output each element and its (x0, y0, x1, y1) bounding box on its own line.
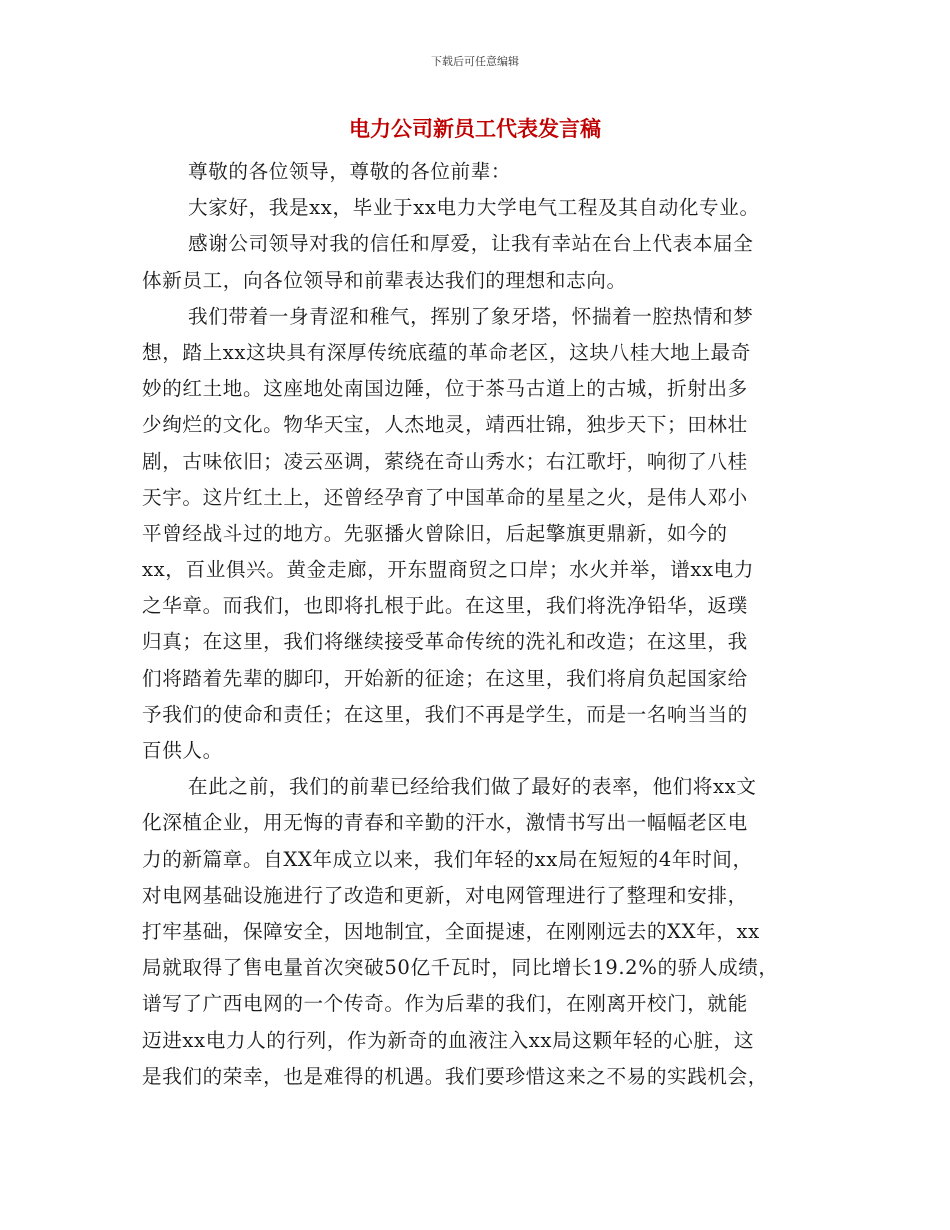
paragraph-line: 平曾经战斗过的地方。先驱播火曾除旧，后起擎旗更鼎新，如今的 (142, 521, 728, 545)
paragraph-line: 化深植企业，用无悔的青春和辛勤的汗水，激情书写出一幅幅老区电 (142, 811, 748, 835)
paragraph-line: 力的新篇章。自XX年成立以来，我们年轻的xx局在短短的4年时间， (142, 847, 753, 871)
paragraph-line: 妙的红土地。这座地处南国边陲，位于茶马古道上的古城，折射出多 (142, 377, 748, 401)
paragraph-line: 我们带着一身青涩和稚气，挥别了象牙塔，怀揣着一腔热情和梦 (188, 304, 754, 328)
paragraph-line: 是我们的荣幸，也是难得的机遇。我们要珍惜这来之不易的实践机会， (142, 1064, 769, 1088)
paragraph-line: 归真；在这里，我们将继续接受革命传统的洗礼和改造；在这里，我 (142, 630, 748, 654)
paragraph-line: 百供人。 (142, 739, 223, 762)
paragraph-line: 打牢基础，保障安全，因地制宜，全面提速，在刚刚远去的XX年，xx (142, 919, 760, 943)
paragraph-line: 局就取得了售电量首次突破50亿千瓦时，同比增长19.2%的骄人成绩， (142, 956, 779, 980)
salutation-line: 尊敬的各位领导，尊敬的各位前辈： (188, 160, 512, 183)
paragraph-line: 少绚烂的文化。物华天宝，人杰地灵，靖西壮锦，独步天下；田林壮 (142, 413, 748, 437)
header-note: 下载后可任意编辑 (431, 55, 519, 68)
paragraph-line: 剧，古味依旧；凌云巫调，萦绕在奇山秀水；右江歌圩，响彻了八桂 (142, 449, 748, 473)
paragraph-line: 大家好，我是xx，毕业于xx电力大学电气工程及其自动化专业。 (188, 196, 760, 220)
paragraph-line: 谱写了广西电网的一个传奇。作为后辈的我们，在刚离开校门，就能 (142, 992, 748, 1016)
paragraph-line: 迈进xx电力人的行列，作为新奇的血液注入xx局这颗年轻的心脏，这 (142, 1028, 755, 1052)
paragraph-line: 体新员工，向各位领导和前辈表达我们的理想和志向。 (142, 268, 627, 292)
paragraph-line: 对电网基础设施进行了改造和更新，对电网管理进行了整理和安排， (142, 883, 748, 907)
paragraph-line: 想，踏上xx这块具有深厚传统底蕴的革命老区，这块八桂大地上最奇 (142, 340, 751, 364)
document-body (142, 154, 810, 1095)
paragraph-line: 们将踏着先辈的脚印，开始新的征途；在这里，我们将肩负起国家给 (142, 666, 748, 690)
paragraph-line: 之华章。而我们，也即将扎根于此。在这里，我们将洗净铅华，返璞 (142, 594, 748, 618)
paragraph-line: 天宇。这片红土上，还曾经孕育了中国革命的星星之火，是伟人邓小 (142, 485, 748, 509)
paragraph-line: 在此之前，我们的前辈已经给我们做了最好的表率，他们将xx文 (188, 775, 757, 799)
document-title: 电力公司新员工代表发言稿 (349, 117, 601, 141)
paragraph-line: 感谢公司领导对我的信任和厚爱，让我有幸站在台上代表本届全 (188, 232, 754, 256)
paragraph-line: xx，百业俱兴。黄金走廊，开东盟商贸之口岸；水火并举，谱xx电力 (142, 558, 755, 582)
paragraph-line: 予我们的使命和责任；在这里，我们不再是学生，而是一名响当当的 (142, 702, 748, 726)
